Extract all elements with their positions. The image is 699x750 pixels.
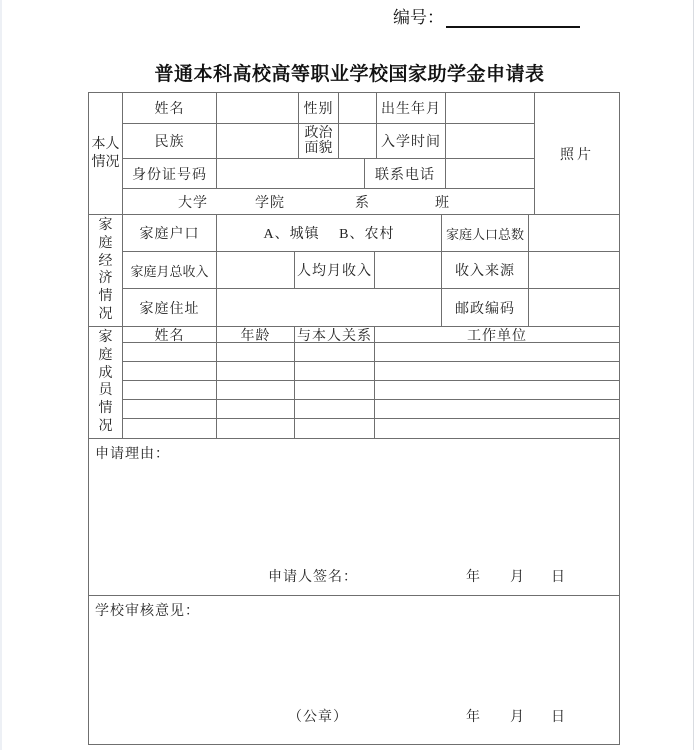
member-relation-field: [295, 381, 375, 399]
member-age-field: [217, 362, 295, 380]
serial-number: [393, 3, 580, 28]
application-month-label: 月: [510, 570, 525, 585]
member-relation-field: [295, 419, 375, 438]
application-day-label: 日: [551, 570, 566, 585]
member-workunit-field: [375, 343, 619, 361]
application-reason-label: 申请理由：: [95, 447, 170, 462]
hukou-label: 家庭户口: [123, 215, 217, 251]
section-school-review: [89, 596, 619, 744]
section-family-economic: [89, 215, 619, 327]
member-name-field: [123, 362, 217, 380]
member-age-field: [217, 419, 295, 438]
member-age-field: [217, 343, 295, 361]
per-capita-income-label: 人均月收入: [295, 252, 375, 288]
application-form-table: [88, 92, 620, 745]
review-day-label: 日: [551, 710, 566, 725]
member-workunit-field: [375, 381, 619, 399]
member-age-field: [217, 381, 295, 399]
birth-date-field: [446, 93, 535, 123]
personal-info-header: 本人 情况: [89, 93, 123, 214]
id-number-label: 身份证号码: [123, 159, 217, 188]
postal-code-label: 邮政编码: [442, 289, 529, 326]
member-empty-row: [123, 419, 619, 438]
enroll-time-field: [446, 124, 535, 158]
member-empty-row: [123, 362, 619, 381]
section-personal-info: [89, 93, 619, 215]
hukou-options: A、城镇 B、农村: [217, 215, 442, 251]
monthly-income-field: [217, 252, 295, 288]
page-title: 普通本科高校高等职业学校国家助学金申请表: [154, 64, 545, 85]
economic-rows: [123, 215, 619, 326]
income-source-label: 收入来源: [442, 252, 529, 288]
serial-blank-line: [446, 9, 580, 28]
member-relation-field: [295, 362, 375, 380]
name-label: 姓名: [123, 93, 217, 123]
gender-field: [339, 93, 377, 123]
university-label: 大学: [178, 195, 208, 211]
row-income: [123, 252, 619, 289]
member-empty-row: [123, 400, 619, 419]
school-review-block: [89, 596, 619, 744]
enroll-time-label: 入学时间: [377, 124, 446, 158]
application-reason-block: [89, 439, 619, 595]
review-month-label: 月: [510, 710, 525, 725]
member-workunit-column: 工作单位: [467, 328, 527, 342]
section-application-reason: [89, 439, 619, 596]
home-address-label: 家庭住址: [123, 289, 217, 326]
member-empty-row: [123, 343, 619, 362]
class-label: 班: [435, 195, 450, 211]
department-label: 系: [355, 195, 370, 211]
members-rows: [123, 327, 619, 438]
political-status-field: [339, 124, 377, 158]
applicant-signature-label: 申请人签名：: [268, 570, 358, 585]
college-label: 学院: [255, 195, 285, 211]
id-number-field: [217, 159, 365, 188]
row-name-gender-birth: [123, 93, 535, 124]
official-seal-label: （公章）: [288, 710, 348, 725]
monthly-income-label: 家庭月总收入: [123, 252, 217, 288]
serial-label: 编号：: [393, 8, 444, 27]
member-workunit-field: [375, 362, 619, 380]
review-year-label: 年: [466, 710, 481, 725]
population-total-label: 家庭人口总数: [442, 215, 529, 251]
ethnicity-label: 民族: [123, 124, 217, 158]
birth-date-label: 出生年月: [377, 93, 446, 123]
ethnicity-field: [217, 124, 299, 158]
photo-box: 照片: [560, 147, 594, 163]
school-review-label: 学校审核意见：: [95, 604, 200, 619]
member-workunit-field: [375, 419, 619, 438]
member-name-field: [123, 381, 217, 399]
home-address-field: [217, 289, 442, 326]
school-line-cell: [123, 189, 535, 214]
row-address: [123, 289, 619, 326]
row-id-phone: [123, 159, 535, 189]
name-field: [217, 93, 299, 123]
phone-label: 联系电话: [365, 159, 446, 188]
members-column-header-row: [123, 327, 619, 343]
member-age-field: [217, 400, 295, 418]
member-empty-row: [123, 381, 619, 400]
gender-label: 性别: [299, 93, 339, 123]
member-name-field: [123, 400, 217, 418]
per-capita-income-field: [375, 252, 442, 288]
member-name-column: 姓名: [123, 327, 217, 342]
postal-code-field: [529, 289, 619, 326]
row-hukou: [123, 215, 619, 252]
member-relation-field: [295, 400, 375, 418]
row-ethnicity-political-enroll: [123, 124, 535, 159]
member-name-field: [123, 419, 217, 438]
application-year-label: 年: [466, 570, 481, 585]
family-members-header: 家 庭 成 员 情 况: [89, 327, 123, 438]
section-family-members: [89, 327, 619, 439]
income-source-field: [529, 252, 619, 288]
row-school-line: [123, 189, 535, 214]
member-age-column: 年龄: [217, 327, 295, 342]
member-workunit-field: [375, 400, 619, 418]
personal-rows: [123, 93, 535, 214]
member-relation-field: [295, 343, 375, 361]
population-total-field: [529, 215, 619, 251]
political-status-label: 政治 面貌: [299, 124, 339, 158]
family-economic-header: 家 庭 经 济 情 况: [89, 215, 123, 326]
phone-field: [446, 159, 535, 188]
member-relation-column: 与本人关系: [295, 327, 375, 342]
member-name-field: [123, 343, 217, 361]
page-left-edge: [0, 0, 2, 750]
page-right-edge: [693, 0, 694, 750]
